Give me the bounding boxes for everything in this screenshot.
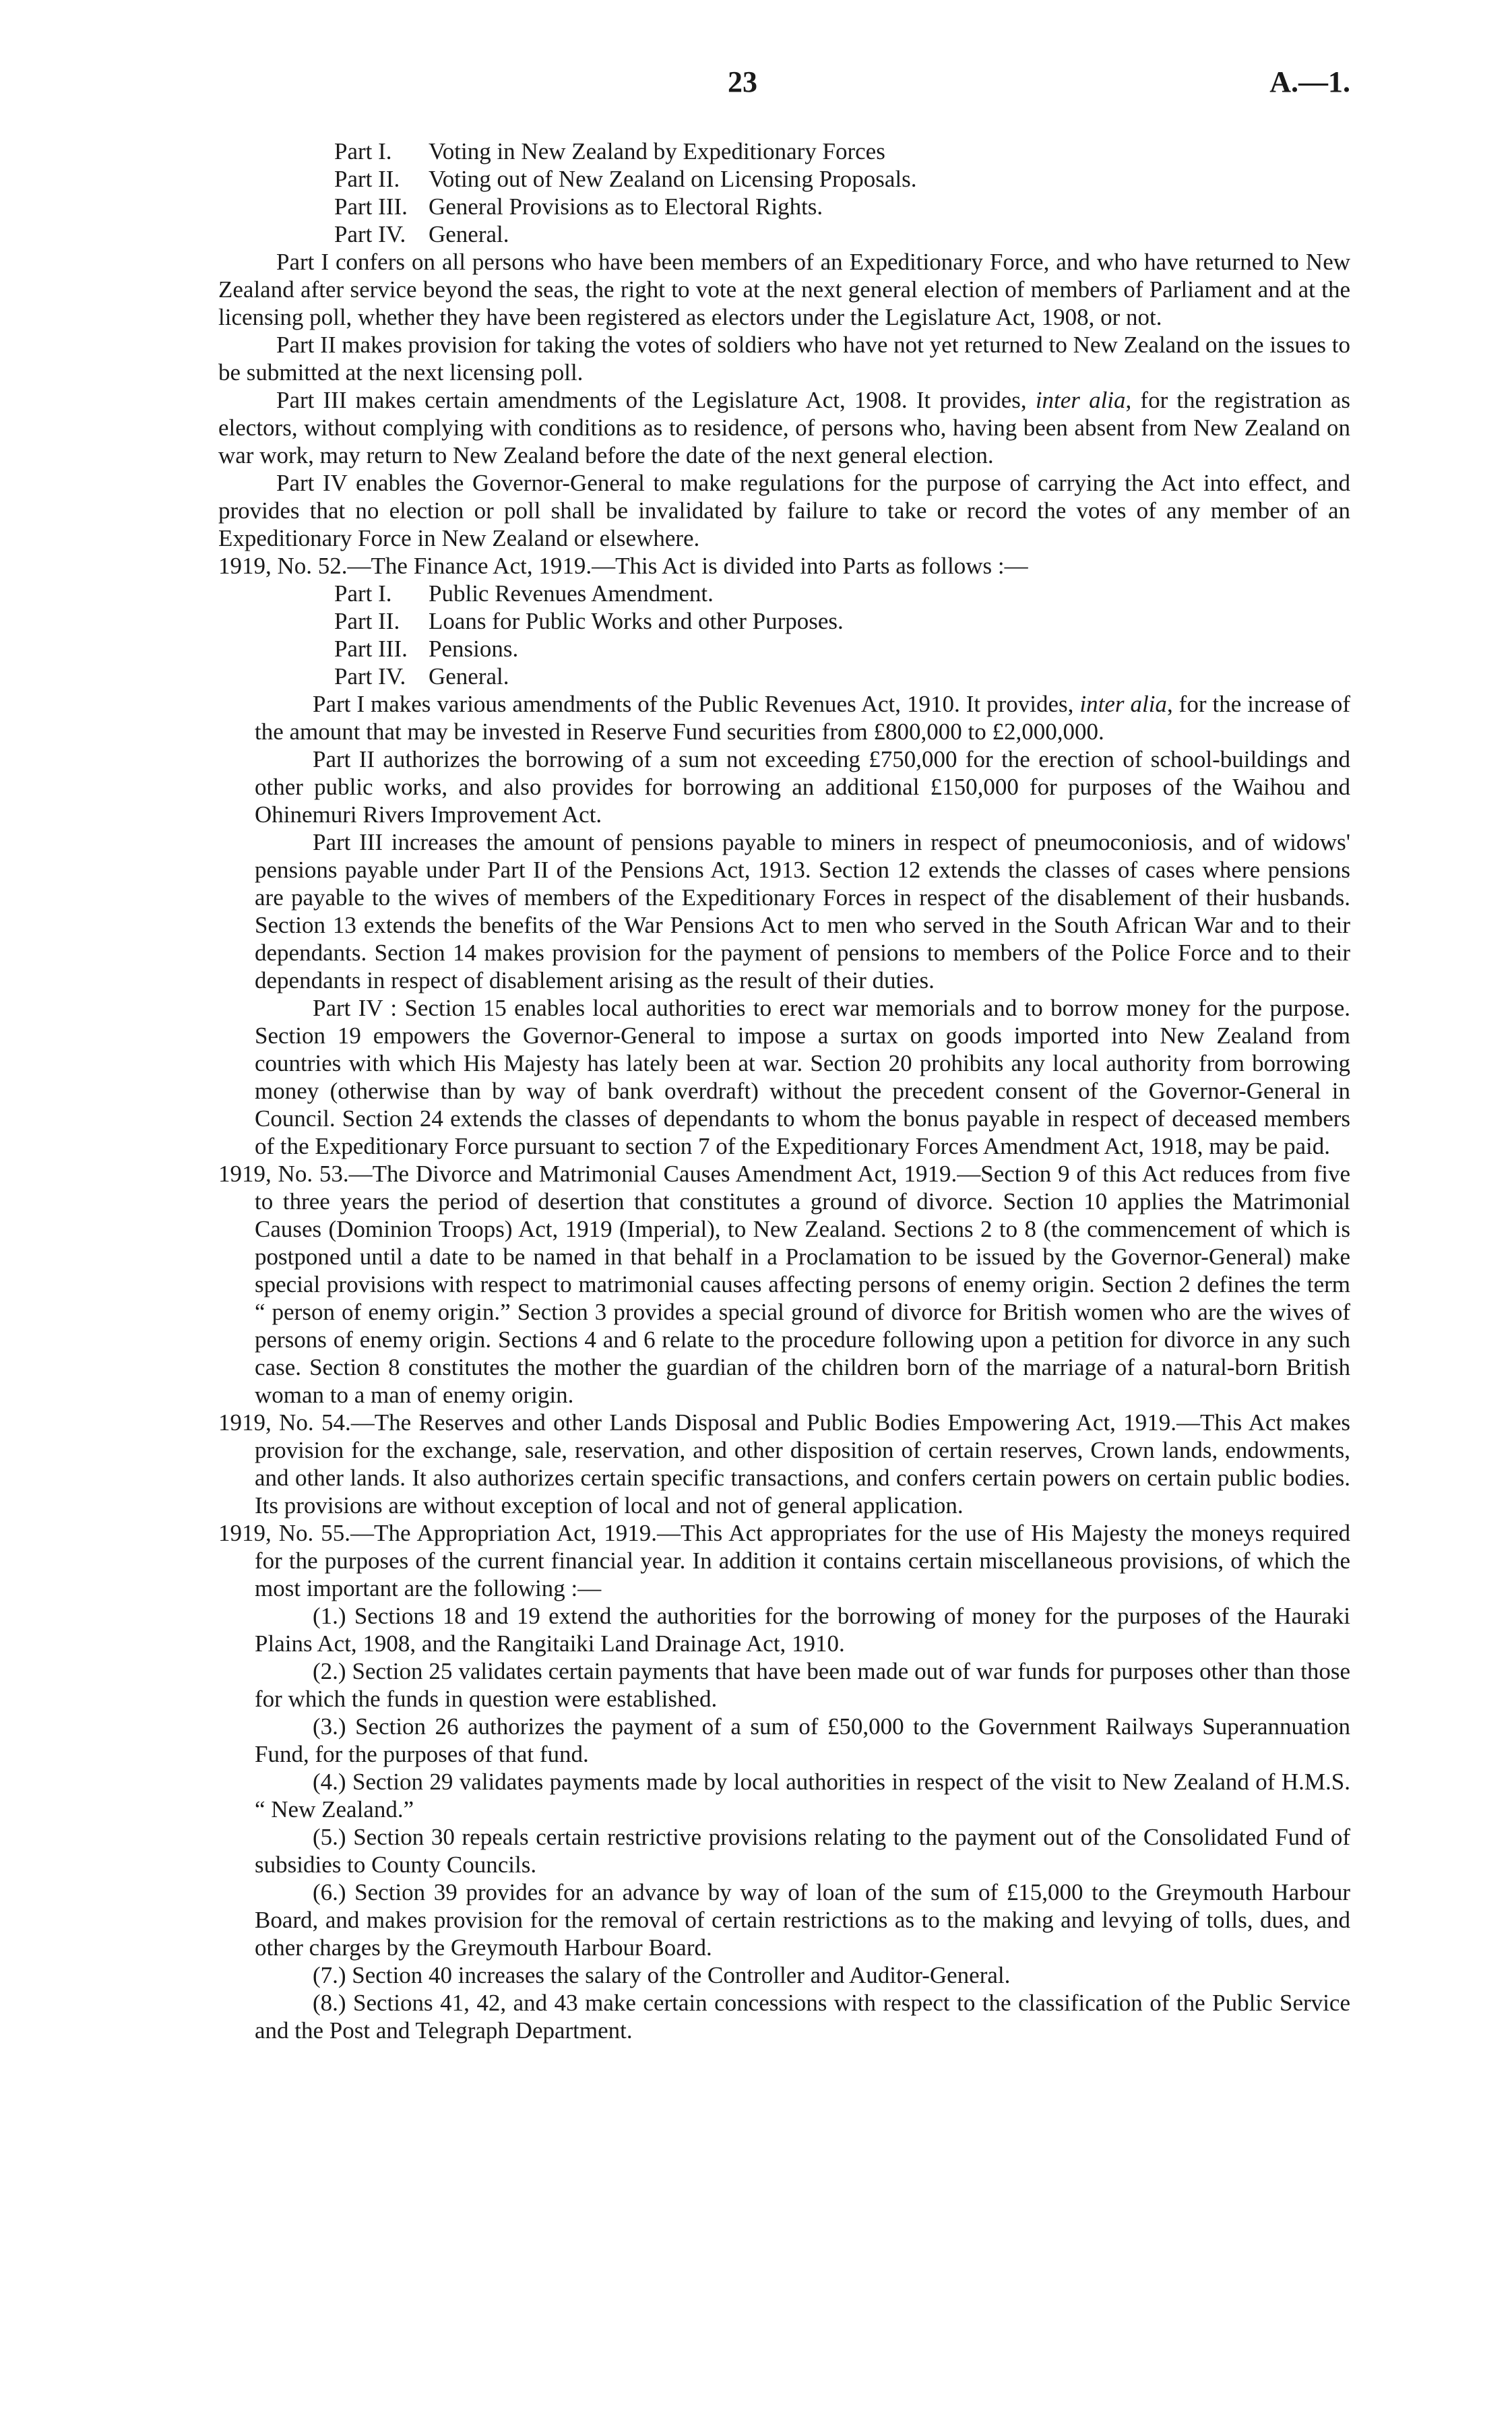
parts-list: [218, 137, 1350, 248]
paragraph: Part IV enables the Governor-General to make regulations for the purpose of carrying the Act into effect, and provides that no election or poll shall be invalidated by failure to take or record the votes of any member of an Expeditionary Force in New Zealand or elsewhere.: [218, 470, 1350, 551]
part-entry: Part II. Voting out of New Zealand on Licensing Proposals.: [334, 166, 917, 192]
list-item: (6.) Section 39 provides for an advance by way of loan of the sum of £15,000 to the Greymouth Harbour Board, and makes provision for the removal of certain restrictions as to the making and levying of tolls, dues, and other charges by the Greymouth Harbour Board.: [255, 1879, 1350, 1961]
list-item: (1.) Sections 18 and 19 extend the authorities for the borrowing of money for the purposes of the Hauraki Plains Act, 1908, and the Rangitaiki Land Drainage Act, 1910.: [255, 1603, 1350, 1657]
paragraph: Part III makes certain amendments of the Legislature Act, 1908. It provides, inter alia, for the registration as electors, without complying with conditions as to residence, of persons who, having been absent from New Zealand on war work, may return to New Zealand before the date of the next general election.: [218, 387, 1351, 468]
page-number: 23: [728, 65, 757, 98]
list-item: (5.) Section 30 repeals certain restrictive provisions relating to the payment out of the Consolidated Fund of subsidies to County Councils.: [255, 1824, 1350, 1878]
part-entry: Part IV. General.: [334, 221, 509, 247]
paragraph: Part IV : Section 15 enables local authorities to erect war memorials and to borrow money for the purpose. Section 19 empowers the Governor-General to impose a surtax on goods imported into New Zealand from countries with which His Majesty has lately been at war. Section 20 prohibits any local authority from borrowing money (otherwise than by way of bank overdraft) without the precedent consent of the Governor-General in Council. Section 24 extends the classes of dependants to whom the bonus payable in respect of deceased members of the Expeditionary Force pursuant to section 7 of the Expeditionary Forces Amendment Act, 1918, may be paid.: [255, 995, 1350, 1159]
parts-list: [218, 580, 1350, 690]
document-reference: A.—1.: [1269, 65, 1350, 98]
list-item: (7.) Section 40 increases the salary of the Controller and Auditor-General.: [313, 1962, 1011, 1988]
paragraph: Part I makes various amendments of the Public Revenues Act, 1910. It provides, inter alia, for the increase of the amount that may be invested in Reserve Fund securities from £800,000 to £2,000,000.: [255, 691, 1350, 745]
paragraph: Part I confers on all persons who have been members of an Expeditionary Force, and who have returned to New Zealand after service beyond the seas, the right to vote at the next general election of members of Parliament and at the licensing poll, whether they have been registered as electors under the Legislature Act, 1908, or not.: [218, 249, 1350, 330]
paragraph: Part III increases the amount of pensions payable to miners in respect of pneumoconiosis, and of widows' pensions payable under Part II of the Pensions Act, 1913. Section 12 extends the classes of cases where pensions are payable to the wives of members of the Expeditionary Forces in respect of the disablement of their husbands. Section 13 extends the benefits of the War Pensions Act to men who served in the South African War and to their dependants. Section 14 makes provision for the payment of pensions to members of the Police Force and to their dependants in respect of disablement arising as the result of their duties.: [255, 829, 1350, 993]
act-heading: 1919, No. 52.—The Finance Act, 1919.—This Act is divided into Parts as follows :—: [218, 553, 1028, 579]
part-entry: Part I. Public Revenues Amendment.: [334, 580, 714, 607]
list-item: (4.) Section 29 validates payments made by local authorities in respect of the visit to New Zealand of H.M.S. “ New Zealand.”: [255, 1769, 1350, 1823]
document-body: [218, 137, 1350, 2044]
act-entry: 1919, No. 54.—The Reserves and other Lands Disposal and Public Bodies Empowering Act, 1919.—This Act makes provision for the exchange, sale, reservation, and other disposition of certain reserves, Crown lands, endowments, and other lands. It also authorizes certain specific transactions, and confers certain powers on certain public bodies. Its provisions are without exception of local and not of general application.: [218, 1409, 1350, 1519]
paragraph: Part II makes provision for taking the votes of soldiers who have not yet returned to New Zealand on the issues to be submitted at the next licensing poll.: [218, 332, 1350, 386]
part-entry: Part III. Pensions.: [334, 636, 519, 662]
paragraph: Part II authorizes the borrowing of a sum not exceeding £750,000 for the erection of school-buildings and other public works, and also provides for borrowing an additional £150,000 for purposes of the Waihou and Ohinemuri Rivers Improvement Act.: [255, 746, 1350, 828]
list-item: (8.) Sections 41, 42, and 43 make certain concessions with respect to the classification of the Public Service and the Post and Telegraph Department.: [255, 1990, 1350, 2044]
list-item: (2.) Section 25 validates certain payments that have been made out of war funds for purposes other than those for which the funds in question were established.: [255, 1658, 1350, 1712]
part-entry: Part III. General Provisions as to Electoral Rights.: [334, 193, 823, 220]
part-entry: Part IV. General.: [334, 663, 509, 690]
part-entry: Part II. Loans for Public Works and other Purposes.: [334, 608, 844, 634]
act-entry: 1919, No. 53.—The Divorce and Matrimonial Causes Amendment Act, 1919.—Section 9 of this Act reduces from five to three years the period of desertion that constitutes a ground of divorce. Section 10 applies the Matrimonial Causes (Dominion Troops) Act, 1919 (Imperial), to New Zealand. Sections 2 to 8 (the commencement of which is postponed until a date to be named in that behalf in a Proclamation to be issued by the Governor-General) make special provisions with respect to matrimonial causes affecting persons of enemy origin. Section 2 defines the term “ person of enemy origin.” Section 3 provides a special ground of divorce for British women who are the wives of persons of enemy origin. Sections 4 and 6 relate to the procedure following upon a petition for divorce in any such case. Section 8 constitutes the mother the guardian of the children born of the marriage of a natural-born British woman to a man of enemy origin.: [218, 1161, 1350, 1408]
act-heading: 1919, No. 55.—The Appropriation Act, 1919.—This Act appropriates for the use of His Majesty the moneys required for the purposes of the current financial year. In addition it contains certain miscellaneous provisions, of which the most important are the following :—: [218, 1520, 1350, 1601]
part-entry: Part I. Voting in New Zealand by Expeditionary Forces: [334, 138, 885, 164]
list-item: (3.) Section 26 authorizes the payment of a sum of £50,000 to the Government Railways Superannuation Fund, for the purposes of that fund.: [255, 1713, 1350, 1767]
